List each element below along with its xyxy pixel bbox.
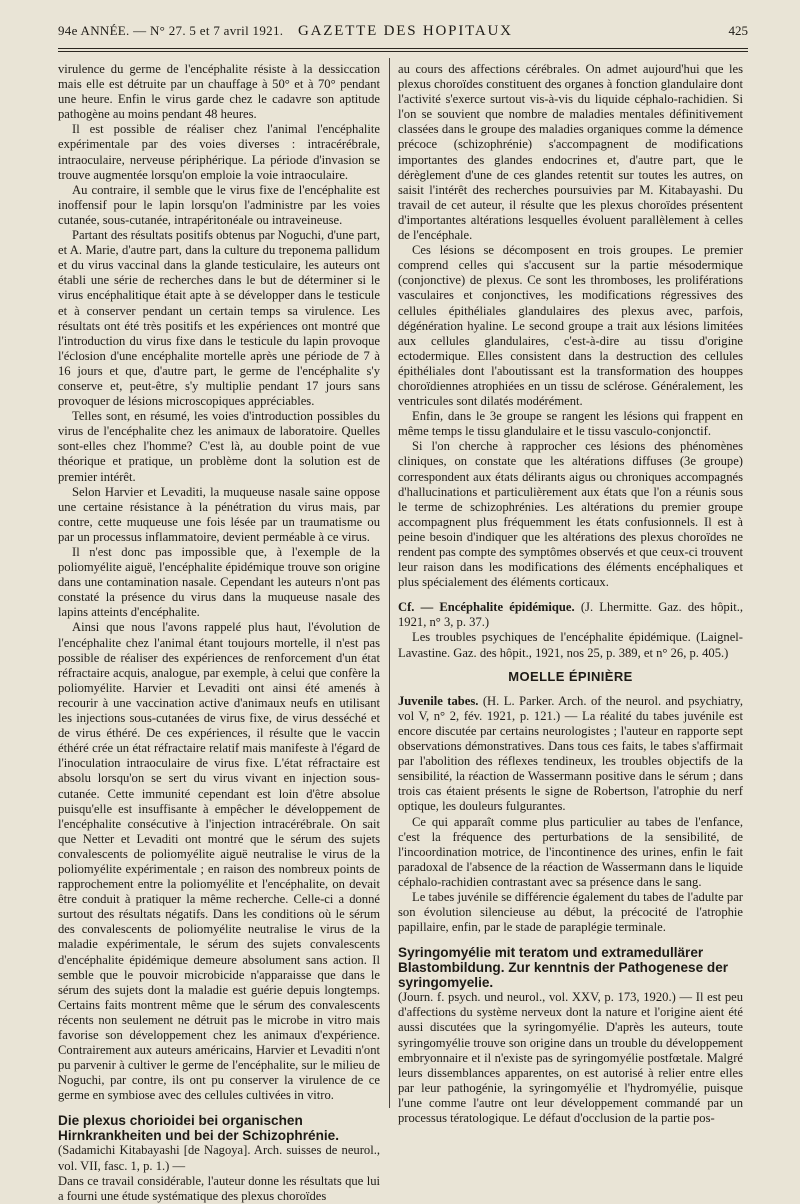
column-separator: [389, 58, 390, 1108]
abstract-entry-syringomyelie: [398, 945, 743, 1126]
left-column: [58, 62, 380, 1203]
cf-lead: Cf. — Encéphalite épidémique.: [398, 600, 575, 615]
entry-citation: (Journ. f. psych. und neurol., vol. XXV, p. 173, 1920.): [398, 990, 676, 1005]
cf-citation: (J. Lhermitte. Gaz. des hôpit., 1921, n° 3, p. 37.): [398, 600, 743, 630]
paragraph: Si l'on cherche à rapprocher ces lésions des phénomènes cliniques, on constate que les altérations diffuses (3e groupe) correspondent aux états délirants aigus ou chroniques accompagnés d'hallucinations et particulièrement aux états que l'on a réunis sous le terme de schizophrénies. Les altérations du premier groupe accompagnent plus fréquemment les états confusionnels. Il est à peine besoin d'indiquer que les altérations des plexus choroïdes ne rendent pas compte des symptômes observés et que ceux-ci trouvent leur raison dans les modifications des éléments encéphaliques et plus spécialement des éléments corticaux.: [398, 439, 743, 590]
journal-title: GAZETTE DES HOPITAUX: [298, 23, 513, 39]
entry-citation: (H. L. Parker. Arch. of the neurol. and psychiatry, vol V, n° 2, fév. 1921, p. 121.) —: [398, 693, 743, 723]
entry-text: Le tabes juvénile se différencie également du tabes de l'adulte par son évolution silencieuse au début, la précocité de l'atrophie papillaire, enfin, par le stade de paraplégie terminale.: [398, 889, 743, 935]
entry-text: Ce qui apparaît comme plus particulier au tabes de l'enfance, c'est la fréquence des perturbations de la sensibilité, de l'incoordination motrice, de l'incontinence des urines, enfin le fait paradoxal de l'absence de la réaction de Wassermann dans le liquide céphalo-rachidien contrastant avec sa présence dans le sang.: [398, 814, 743, 889]
entry-heading: Die plexus chorioidei bei organischen Hirnkrankheiten und bei der Schizophrénie.: [58, 1113, 339, 1144]
entry-citation: (Sadamichi Kitabayashi [de Nagoya]. Arch. suisses de neurol., vol. VII, fasc. 1, p. 1.) —: [58, 1143, 380, 1173]
paragraph: Partant des résultats positifs obtenus par Noguchi, d'une part, et A. Marie, d'autre part, dans la culture du treponema pallidum et du virus vaccinal dans la glande testiculaire, les auteurs ont établi une série de recherches dans le but de déterminer si le virus encéphalitique était apte à se développer dans le testicule et à conserver pendant un certain temps sa virulence. Les résultats ont été très positifs et les expériences ont montré que l'introduction du virus fixe dans le testicule du lapin provoque l'éclosion d'une encéphalite mortelle après une période de 7 à 16 jours et que, d'autre part, le germe de l'encéphalite s'y conserve et, peut-être, s'y multiplie pendant 17 jours sans provoquer de lésions microscopiques appréciables.: [58, 228, 380, 409]
cf-entry: [398, 600, 743, 660]
paragraph: Au contraire, il semble que le virus fixe de l'encéphalite est inoffensif pour le lapin lorsqu'on l'administre par les voies cutanée, sous-cutanée, intrapéritonéale ou intraveineuse.: [58, 182, 380, 227]
entry-text: La réalité du tabes juvénile est encore discutée par certains neurologistes ; l'auteur en rapporte sept observations démonstratives. Dans tous ces faits, le tabes s'affirmait par l'abolition des réflexes tendineux, les troubles objectifs de la sensibilité, la réaction de Wassermann positive dans le sérum ; dans trois cas étaient présents le signe de Robertson, l'atrophie du nerf optique, les douleurs fulgurantes.: [398, 708, 743, 814]
paragraph: au cours des affections cérébrales. On admet aujourd'hui que les plexus choroïdes constituent des organes à fonction glandulaire dont l'activité s'exerce surtout vis-à-vis du liquide céphalo-rachidien. Si l'on se souvient que nombre de maladies mentales définitivement classées dans le groupe des maladies organiques comme la démence précoce (schizophrénie) s'accompagnent de modifications importantes des glandes endocrines et, d'autre part, que le dérèglement d'une de ces glandes retentit sur toutes les autres, on saisit l'intérêt des recherches poursuivies par M. Kitabayashi. Du travail de cet auteur, il résulte que les plexus choroïdes présentent d'importantes altérations lesquelles évoluent parallèlement à celles de l'encéphale.: [398, 62, 743, 243]
paragraph: Il est possible de réaliser chez l'animal l'encéphalite expérimentale par des voies diverses : intracérébrale, intraoculaire, nerveuse périphérique. La période d'invasion se trouve augmentée lorsqu'on emploie la voie intraoculaire.: [58, 122, 380, 182]
paragraph: virulence du germe de l'encéphalite résiste à la dessiccation mais elle est détruite par un chauffage à 50° et à 70° pendant une heure. Enfin le virus garde chez le cadavre son aptitude pathogène au moins pendant 48 heures.: [58, 62, 380, 122]
header-rule-bottom: [58, 51, 748, 52]
entry-text: Dans ce travail considérable, l'auteur donne les résultats que lui a fourni une étude systématique des plexus choroïdes: [58, 1173, 380, 1203]
section-title: MOELLE ÉPINIÈRE: [508, 668, 633, 684]
entry-heading: Syringomyélie mit teratom und extramedullärer Blastombildung. Zur kenntnis der Pathogenese der syringomyelie.: [398, 945, 729, 991]
page-number: 425: [728, 23, 748, 38]
issue-info: 94e ANNÉE. — N° 27. 5 et 7 avril 1921.: [58, 23, 284, 38]
paragraph: Enfin, dans le 3e groupe se rangent les lésions qui frappent en même temps le tissu glandulaire et le tissu vasculo-conjonctif.: [398, 409, 743, 439]
right-column: [398, 62, 743, 1125]
cf-text: Les troubles psychiques de l'encéphalite épidémique. (Laignel-Lavastine. Gaz. des hôpit., 1921, nos 25, p. 389, et n° 26, p. 405.): [398, 630, 743, 660]
paragraph: Telles sont, en résumé, les voies d'introduction possibles du virus de l'encéphalite chez les animaux de laboratoire. Quelles sont-elles chez l'homme? C'est là, au double point de vue théorique et pratique, un problème dont la solution est de premier intérêt.: [58, 409, 380, 484]
paragraph: Ces lésions se décomposent en trois groupes. Le premier comprend celles qui s'accusent sur la partie mésodermique (conjonctive) de plexus. Ce sont les thromboses, les proliférations vasculaires et conjonctives, les modifications régressives des cellules épithéliales glandulaires des plexus avec, parfois, dégénération hyaline. Le second groupe a trait aux lésions limitées aux cellules glandulaires, c'est-à-dire au tissu d'origine ectodermique. Elles consistent dans la destruction des cellules épithéliales dont l'aboutissant est la transformation des houppes choroïdiennes atrophiées en un tissu de sclérose. Généralement, les ventricules sont dilatés modérément.: [398, 243, 743, 409]
paragraph: Ainsi que nous l'avons rappelé plus haut, l'évolution de l'encéphalite chez l'animal étant toujours mortelle, il n'est pas possible de réaliser des expériences de renforcement d'un état réfractaire acquis, analogue, par exemple, à celui que confère la poliomyélite. Harvier et Levaditi ont ainsi été amenés à recourir à une vaccination active d'animaux neufs en utilisant les injections sous-cutanées de virus fixe, de virus desséché et de virus éthéré. De ces expériences, il résulte que le vaccin éthéré crée un état réfractaire relatif mais manifeste à l'égard de l'inoculation intraoculaire de virus fixe. L'état réfractaire est absolu lorsqu'on se sert du virus vivant en injection sous-cutanée. Cette immunité cependant est loin d'être absolue puisqu'elle est insuffisante à empêcher le développement de l'encéphalite consécutive à l'injection intracérébrale. On sait que Netter et Levaditi ont montré que le sérum des sujets convalescents de poliomyélite aiguë neutralise le virus de la poliomyélite expérimentale ; en raison des nombreux points de rapprochement entre la poliomyélite et l'encéphalite, on devait être conduit à pratiquer la même recherche. Celle-ci a donné surtout des résultats négatifs. Dans les conditions où le sérum des convalescents de poliomyélite neutralise le virus de la maladie expérimentale, le sérum des sujets convalescents d'encéphalite épidémique demeure absolument sans action. Il semble que le pouvoir microbicide n'apparaisse que dans le sérum des sujets dont la maladie est guérie depuis longtemps. Certains faits montrent même que le sérum des convalescents récents non seulement ne détruit pas le microbe in vitro mais favorise son développement chez les animaux d'expérience. Contrairement aux auteurs américains, Harvier et Levaditi n'ont pu parvenir à cultiver le germe de l'encéphalite, sur le milieu de Noguchi, par contre, ils ont pu conserver la virulence de ce germe en symbiose avec des cellules cultivées in vitro.: [58, 620, 380, 1103]
header-rule-top: [58, 48, 748, 49]
entry-text: — Il est peu d'affections du système nerveux dont la nature et l'origine aient été aussi discutées que la syringomyélie. D'après les auteurs, toute syringomyélie trouve son origine dans un trouble du développement embryonnaire et il n'existe pas de syringomyélie postfœtale. Malgré leurs dissemblances apparentes, on est autorisé à relier entre elles par leur pathogénie, la syringomyélie et l'hydromyélie, puisque l'une comme l'autre ont leur développement commandé par un processus tératologique. Le défaut d'occlusion de la partie pos-: [398, 990, 743, 1125]
entry-heading: Juvenile tabes.: [398, 693, 479, 708]
paragraph: Il n'est donc pas impossible que, à l'exemple de la poliomyélite aiguë, l'encéphalite épidémique trouve son origine dans une contamination nasale. Cependant les auteurs n'ont pas constaté la présence du virus dans la muqueuse nasale des lapins atteints d'encéphalite.: [58, 545, 380, 620]
paragraph: Selon Harvier et Levaditi, la muqueuse nasale saine oppose une certaine résistance à la pénétration du virus mais, par contre, cette muqueuse une fois lésée par un traumatisme ou par un processus inflammatoire, devient perméable à ce virus.: [58, 484, 380, 544]
abstract-entry-juvenile-tabes: [398, 694, 743, 936]
abstract-entry: [58, 1113, 380, 1203]
page-header: [58, 20, 748, 42]
